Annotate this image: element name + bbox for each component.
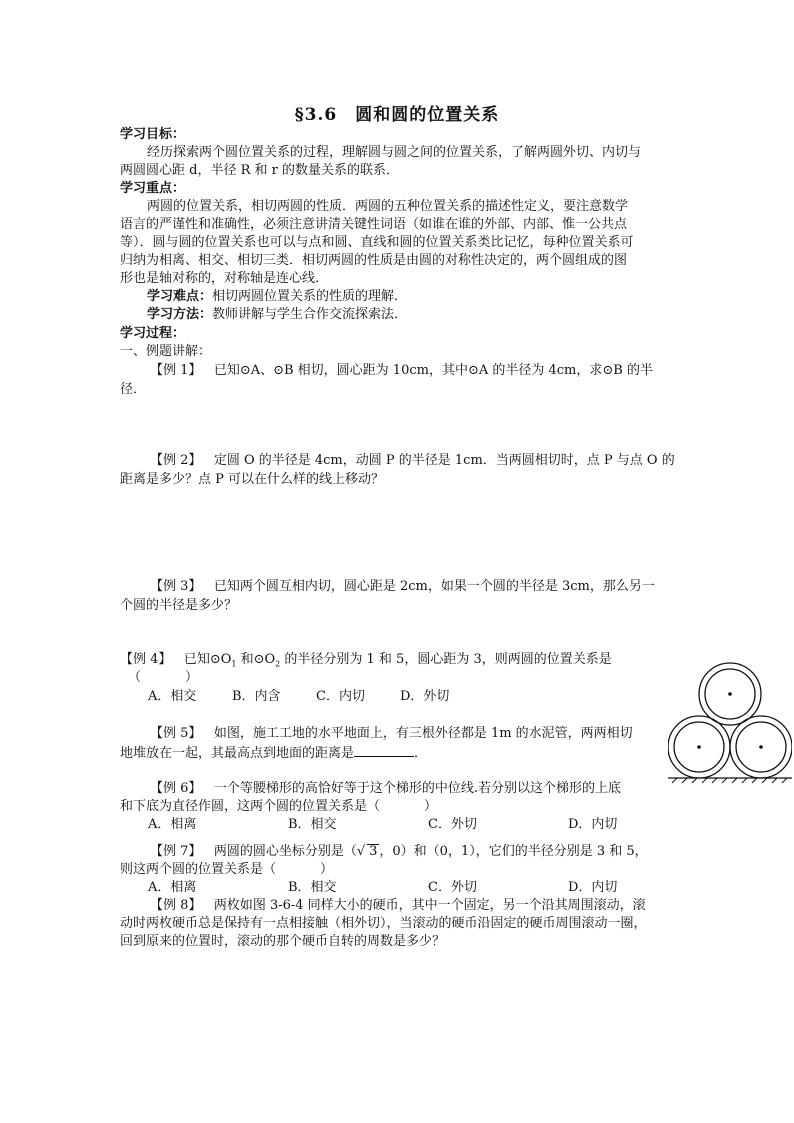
example-4-paren-close: ） xyxy=(185,670,199,685)
example-4-sub-2: 2 xyxy=(275,659,281,669)
example-7-option-a[interactable]: A．相离 xyxy=(148,880,197,895)
example-7-line-1 xyxy=(150,843,648,861)
difficulty-text: 相切两圆位置关系的性质的理解． xyxy=(212,289,408,304)
goal-line-2: 两圆圆心距 d，半径 R 和 r 的数量关系的联系． xyxy=(120,163,399,178)
example-4-options xyxy=(148,688,449,706)
example-1-text-2: 径． xyxy=(120,382,147,397)
example-7-option-d[interactable]: D．内切 xyxy=(568,880,618,895)
example-5-tag: 【例 5】 xyxy=(150,726,202,741)
example-4-paren-open: （ xyxy=(128,670,142,685)
difficulty-label: 学习难点： xyxy=(147,289,213,304)
example-7-text-a: 两圆的圆心坐标分别是（ xyxy=(213,844,357,859)
example-7-text-2: 则这两个圆的位置关系是（ xyxy=(120,862,277,877)
example-4-tag: 【例 4】 xyxy=(120,652,172,667)
example-4-text-a: 已知⊙O xyxy=(183,652,232,667)
example-3-text-2: 个圆的半径是多少？ xyxy=(120,598,238,613)
example-8-tag: 【例 8】 xyxy=(150,898,202,913)
example-2-line-1 xyxy=(150,452,675,470)
method-text: 教师讲解与学生合作交流探索法． xyxy=(212,307,408,322)
example-6-line-2 xyxy=(120,798,437,816)
example-5-answer-blank[interactable] xyxy=(354,744,414,757)
example-6-option-a[interactable]: A．相离 xyxy=(148,817,197,832)
goal-label: 学习目标： xyxy=(120,127,186,142)
ground-hatch xyxy=(672,778,787,783)
example-4-text-c: 的半径分别为 1 和 5，圆心距为 3，则两圆的位置关系是 xyxy=(280,652,612,667)
method-label: 学习方法： xyxy=(147,307,213,322)
example-7-tag: 【例 7】 xyxy=(150,844,202,859)
three-pipes-figure xyxy=(668,660,792,784)
example-6-line-1 xyxy=(150,780,621,798)
process-label: 学习过程： xyxy=(120,326,186,341)
example-5-text-1: 如图，施工工地的水平地面上，有三根外径都是 1m 的水泥管，两两相切 xyxy=(213,726,633,741)
focus-line-4: 归纳为相离、相交、相切三类．相切两圆的性质是由圆的对称性决定的，两个圆组成的图 xyxy=(120,253,628,268)
goal-line-1: 经历探索两个圆位置关系的过程，理解圆与圆之间的位置关系，了解两圆外切、内切与 xyxy=(147,145,642,160)
focus-line-5: 形也是轴对称的，对称轴是连心线． xyxy=(120,271,329,286)
example-1-tag: 【例 1】 xyxy=(150,363,202,378)
example-6-option-b[interactable]: B．相交 xyxy=(288,817,337,832)
example-4-text-b: 和⊙O xyxy=(236,652,276,667)
example-5-text-2: 地堆放在一起，其最高点到地面的距离是 xyxy=(120,746,355,761)
example-5-text-3: ． xyxy=(414,746,428,761)
example-1-line-1 xyxy=(150,362,653,380)
example-6-tag: 【例 6】 xyxy=(150,781,202,796)
example-4-line-2 xyxy=(128,669,198,687)
right-pipe-center-dot xyxy=(759,745,763,749)
example-4-option-d[interactable]: D．外切 xyxy=(400,689,450,704)
focus-line-2: 语言的严谨性和准确性，必须注意讲清关键性词语（如谁在谁的外部、内部、惟一公共点 xyxy=(120,217,628,232)
difficulty-row xyxy=(147,288,407,306)
example-7-line-2 xyxy=(120,861,333,879)
example-5-line-1 xyxy=(150,725,633,743)
example-8-text-3: 回到原来的位置时，滚动的那个硬币自转的周数是多少？ xyxy=(120,934,446,949)
example-1-text-1: 已知⊙A、⊙B 相切，圆心距为 10cm，其中⊙A 的半径为 4cm，求⊙B 的半 xyxy=(213,363,653,378)
example-3-text-1: 已知两个圆互相内切，圆心距是 2cm，如果一个圆的半径是 3cm，那么另一 xyxy=(213,579,655,594)
example-4-sub-1: 1 xyxy=(231,659,237,669)
sqrt-symbol-icon: √ xyxy=(356,844,366,859)
example-6-text-2: 和下底为直径作圆，这两个圆的位置关系是（ xyxy=(120,799,381,814)
example-4-option-a[interactable]: A．相交 xyxy=(148,689,197,704)
example-6-paren-close: ） xyxy=(424,799,438,814)
example-2-text-1: 定圆 O 的半径是 4cm，动圆 P 的半径是 1cm．当两圆相切时，点 P 与点 O 的 xyxy=(213,453,675,468)
example-4-option-b[interactable]: B．内含 xyxy=(232,689,281,704)
example-2-tag: 【例 2】 xyxy=(150,453,202,468)
example-3-line-1 xyxy=(150,578,655,596)
example-8-text-2: 动时两枚硬币总是保持有一点相接触（相外切），当滚动的硬币沿固定的硬币周围滚动一圈， xyxy=(120,916,647,931)
page-title: §3.6 圆和圆的位置关系 xyxy=(294,105,500,125)
example-8-text-1: 两枚如图 3-6-4 同样大小的硬币，其中一个固定，另一个沿其周围滚动，滚 xyxy=(213,898,646,913)
focus-line-1: 两圆的位置关系，相切两圆的性质．两圆的五种位置关系的描述性定义，要注意数学 xyxy=(147,199,629,214)
example-6-options xyxy=(148,816,617,834)
example-6-option-c[interactable]: C．外切 xyxy=(428,817,477,832)
example-7-sqrt-value: 3 xyxy=(369,844,378,859)
focus-line-3: 等）．圆与圆的位置关系也可以与点和圆、直线和圆的位置关系类比记忆，每种位置关系可 xyxy=(120,235,634,250)
focus-label: 学习重点： xyxy=(120,181,186,196)
example-3-tag: 【例 3】 xyxy=(150,579,202,594)
method-row xyxy=(147,306,407,324)
example-2-text-2: 距离是多少？点 P 可以在什么样的线上移动？ xyxy=(120,472,385,487)
example-8-line-1 xyxy=(150,897,646,915)
process-section: 一、例题讲解： xyxy=(120,344,212,359)
example-7-option-c[interactable]: C．外切 xyxy=(428,880,477,895)
example-4-option-c[interactable]: C．内切 xyxy=(316,689,365,704)
example-5-line-2 xyxy=(120,744,427,763)
left-pipe-center-dot xyxy=(697,745,701,749)
top-pipe-center-dot xyxy=(728,692,732,696)
example-6-text-1: 一个等腰梯形的高恰好等于这个梯形的中位线.若分别以这个梯形的上底 xyxy=(213,781,621,796)
example-7-paren-close: ） xyxy=(320,862,334,877)
example-7-text-b: ，0）和（0，1），它们的半径分别是 3 和 5， xyxy=(379,844,648,859)
example-7-option-b[interactable]: B．相交 xyxy=(288,880,337,895)
example-6-option-d[interactable]: D．内切 xyxy=(568,817,618,832)
example-7-options xyxy=(148,879,617,897)
